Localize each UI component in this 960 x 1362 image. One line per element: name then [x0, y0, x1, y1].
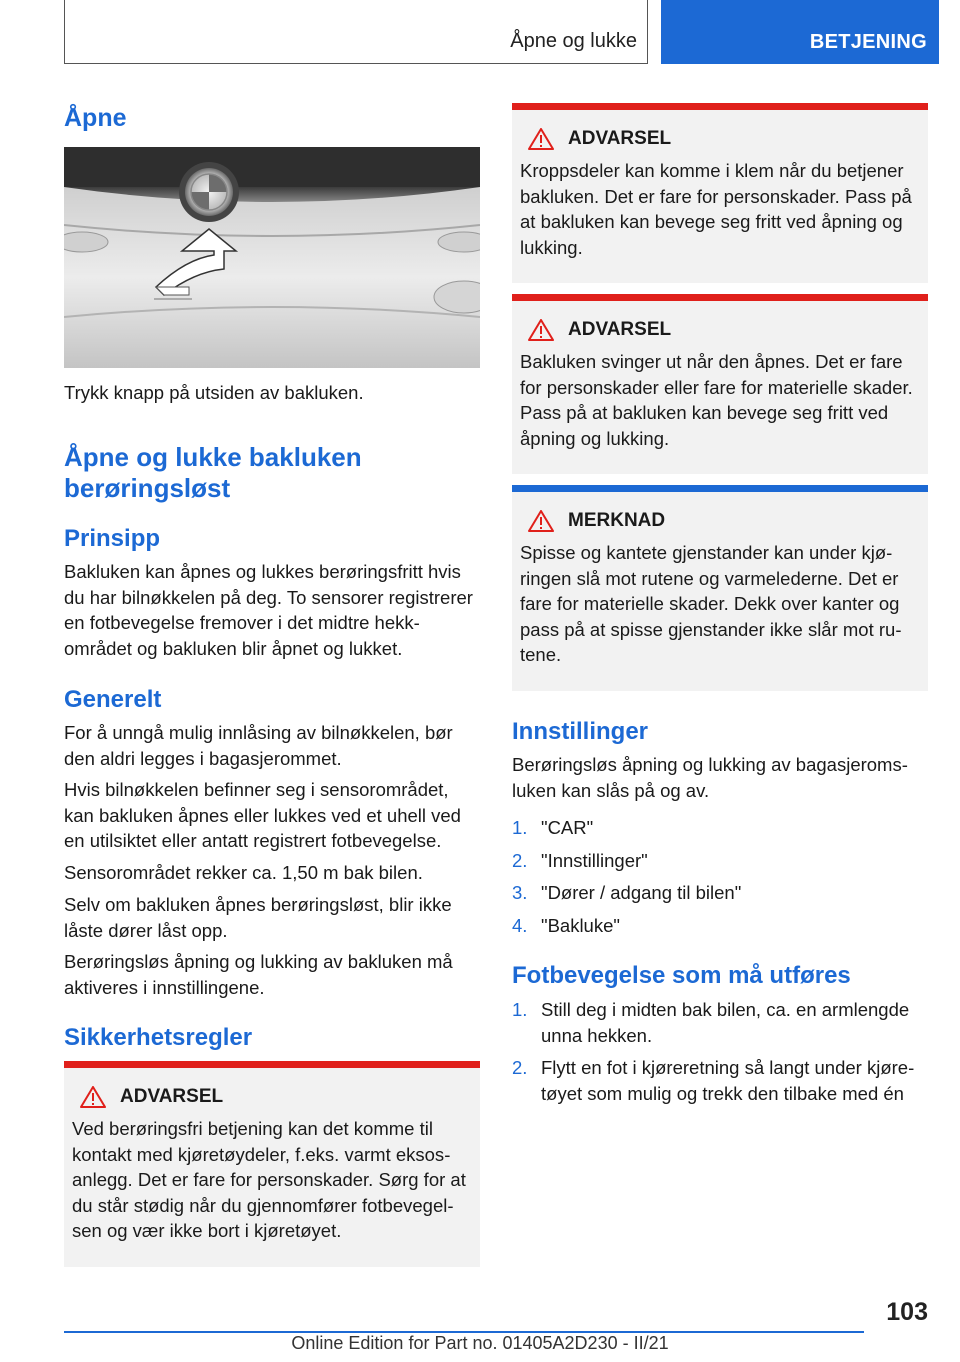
- note-box: [512, 485, 928, 691]
- list-item: 3. "Dører / adgang til bilen": [512, 882, 742, 903]
- paragraph-generelt-3: Sensorområdet rekker ca. 1,50 m bak bilen.: [64, 862, 423, 883]
- warning-triangle-icon: [528, 319, 554, 341]
- header-section-title: Åpne og lukke: [510, 30, 637, 52]
- settings-steps-list: [512, 815, 928, 945]
- list-item: 4. "Bakluke": [512, 914, 620, 936]
- heading-sikkerhetsregler: Sikkerhetsregler: [64, 1024, 253, 1051]
- paragraph-generelt-5: Berøringsløs åpning og lukking av bakluken må aktiveres i innstillingene.: [64, 951, 453, 998]
- paragraph-generelt-2: Hvis bilnøkkelen befinner seg i sensorområdet, kan bakluken åpnes eller lukkes ved et uhell ved en utilsiktet eller antatt registrert fotbevegelse.: [64, 779, 461, 851]
- warning-body-2: Kroppsdeler kan komme i klem når du betjener bakluken. Det er fare for personskader. Pass på at bakluken kan bevege seg fritt ved åpning og lukking.: [520, 160, 912, 258]
- list-item: 2. "Innstillinger": [512, 849, 648, 871]
- warning-box-3: [512, 294, 928, 474]
- paragraph-generelt-4: Selv om bakluken åpnes berøringsløst, blir ikke låste dører låst opp.: [64, 894, 452, 941]
- heading-innstillinger: Innstillinger: [512, 718, 649, 745]
- warning-box-1: [64, 1061, 480, 1267]
- heading-generelt: Generelt: [64, 686, 162, 713]
- edition-footer: Online Edition for Part no. 01405A2D230 - II/21: [291, 1333, 669, 1353]
- warning-body-3: Bakluken svinger ut når den åpnes. Det er fare for personskader eller fare for materielle skader. Pass på at bakluken kan bevege seg fritt ved åpning og lukking.: [520, 351, 913, 449]
- note-body: Spisse og kantete gjenstander kan under kjøringen slå mot rutene og varmelederne. Det er fare for materielle skader. Dekk over kanter og pass på at spisse gjenstander ikke slår mot rutene.: [520, 542, 902, 665]
- warning-title-3: ADVARSEL: [568, 319, 672, 340]
- header-chapter-label: BETJENING: [809, 31, 927, 53]
- tailgate-button-photo: [64, 147, 480, 368]
- note-title: MERKNAD: [568, 510, 666, 531]
- heading-main-title: Åpne og lukke bakluken berøringsløst: [64, 442, 362, 503]
- page-number: 103: [886, 1298, 928, 1326]
- paragraph-prinsipp: Bakluken kan åpnes og lukkes berøringsfritt hvis du har bilnøkkelen på deg. To sensorer registrerer en fotbevegelse fremover i det midtre hekkområdet og bakluken blir åpnet og lukket.: [64, 561, 473, 659]
- header-section-box: [64, 0, 648, 64]
- warning-title-1: ADVARSEL: [120, 1086, 224, 1107]
- warning-triangle-icon: [528, 510, 554, 532]
- list-item: 2. Flytt en fot i kjøreretning så langt under kjøretøyet som mulig og trekk den tilbake med én: [512, 1057, 915, 1104]
- warning-body-1: Ved berøringsfri betjening kan det komme til kontakt med kjøretøydeler, f.eks. varmt eksosanlegg. Det er fare for personskader. Sørg for at du står stødig når du gjennomfører fotbevegelsen og vær ikke bort i kjøretøyet.: [72, 1118, 466, 1241]
- warning-triangle-icon: [80, 1086, 106, 1108]
- heading-apne: Åpne: [64, 104, 127, 132]
- foot-movement-steps-list: [512, 997, 928, 1113]
- heading-prinsipp: Prinsipp: [64, 525, 161, 552]
- warning-title-2: ADVARSEL: [568, 128, 672, 149]
- paragraph-innstillinger: Berøringsløs åpning og lukking av bagasjeromsluken kan slås på og av.: [512, 754, 908, 801]
- list-item: 1. "CAR": [512, 817, 594, 838]
- photo-caption: Trykk knapp på utsiden av bakluken.: [64, 382, 364, 403]
- list-item: 1. Still deg i midten bak bilen, ca. en armlengde unna hekken.: [512, 999, 910, 1046]
- paragraph-generelt-1: For å unngå mulig innlåsing av bilnøkkelen, bør den aldri legges i bagasjerommet.: [64, 722, 453, 769]
- tailgate-illustration: [64, 147, 480, 368]
- heading-fotbevegelse: Fotbevegelse som må utføres: [512, 962, 851, 989]
- warning-triangle-icon: [528, 128, 554, 150]
- warning-box-2: [512, 103, 928, 283]
- header-chapter-tab: [661, 0, 939, 64]
